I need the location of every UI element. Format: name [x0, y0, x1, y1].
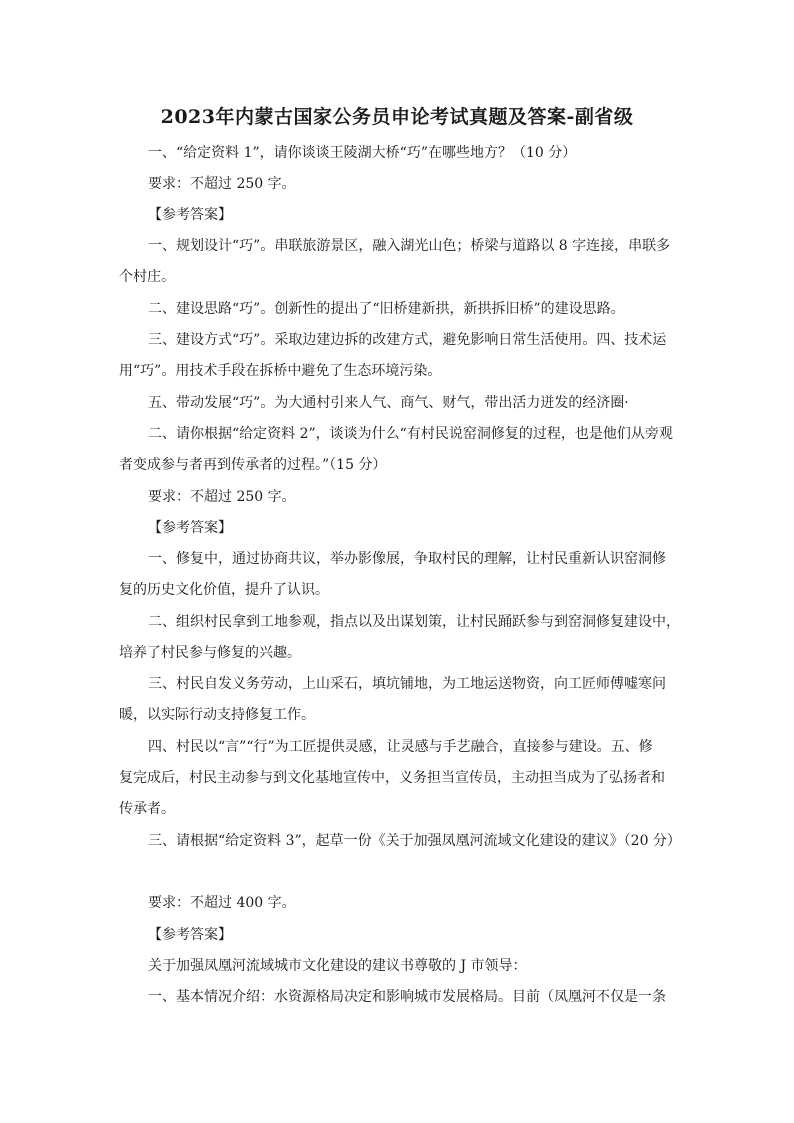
answer-line: 关于加强凤凰河流域城市文化建设的建议书尊敬的 J 市领导：	[148, 958, 527, 974]
question-1: 一、“给定资料 1”，请你谈谈王陵湖大桥“巧”在哪些地方？（10 分）	[148, 145, 577, 161]
answer-line: 培养了村民参与修复的兴趣。	[119, 645, 301, 661]
answer-line: 四、村民以“言”“行”为工匠提供灵感，让灵感与手艺融合，直接参与建设。五、修	[148, 739, 653, 755]
answer-line: 三、建设方式“巧”。采取边建边拆的改建方式，避免影响日常生活使用。四、技术运	[148, 332, 667, 348]
answer-line: 个村庄。	[119, 269, 175, 285]
answer-heading-1: 【参考答案】	[148, 207, 232, 223]
requirement-3: 要求：不超过 400 字。	[148, 895, 296, 911]
requirement-2: 要求：不超过 250 字。	[148, 489, 296, 505]
answer-heading-2: 【参考答案】	[148, 520, 232, 536]
answer-line: 一、基本情况介绍：水资源格局决定和影响城市发展格局。目前（凤凰河不仅是一条	[148, 989, 666, 1005]
answer-line: 一、修复中，通过协商共议，举办影像展，争取村民的理解，让村民重新认识窑洞修	[148, 551, 666, 567]
question-3: 三、请根据“给定资料 3”，起草一份《关于加强凤凰河流域文化建设的建议》（20 分）	[148, 833, 681, 849]
answer-heading-3: 【参考答案】	[148, 927, 232, 943]
answer-line: 二、组织村民拿到工地参观，指点以及出谋划策，让村民踊跃参与到窑洞修复建设中，	[148, 614, 680, 630]
answer-line: 一、规划设计“巧”。串联旅游景区，融入湖光山色；桥梁与道路以 8 字连接，串联多	[148, 238, 671, 254]
answer-line: 复的历史文化价值，提升了认识。	[119, 582, 329, 598]
answer-line: 二、建设思路“巧”。创新性的提出了“旧桥建新拱，新拱拆旧桥”的建设思路。	[148, 301, 625, 317]
question-2: 二、请你根据“给定资料 2”，谈谈为什么“有村民说窑洞修复的过程，也是他们从旁观	[148, 426, 673, 442]
answer-line: 复完成后，村民主动参与到文化基地宣传中，义务担当宣传员，主动担当成为了弘扬者和	[119, 770, 665, 786]
answer-line: 五、带动发展“巧”。为大通村引来人气、商气、财气，带出活力迸发的经济圈·	[148, 395, 629, 411]
answer-line: 用“巧”。用技术手段在拆桥中避免了生态环境污染。	[119, 363, 442, 379]
document-title: 2023年内蒙古国家公务员申论考试真题及答案-副省级	[160, 106, 634, 128]
question-2-cont: 者变成参与者再到传承者的过程。”（15 分）	[119, 457, 387, 473]
answer-line: 三、村民自发义务劳动，上山采石，填坑铺地，为工地运送物资，向工匠师傅嘘寒问	[148, 676, 666, 692]
answer-line: 暖，以实际行动支持修复工作。	[119, 707, 315, 723]
requirement-1: 要求：不超过 250 字。	[148, 176, 296, 192]
answer-line: 传承者。	[119, 801, 175, 817]
